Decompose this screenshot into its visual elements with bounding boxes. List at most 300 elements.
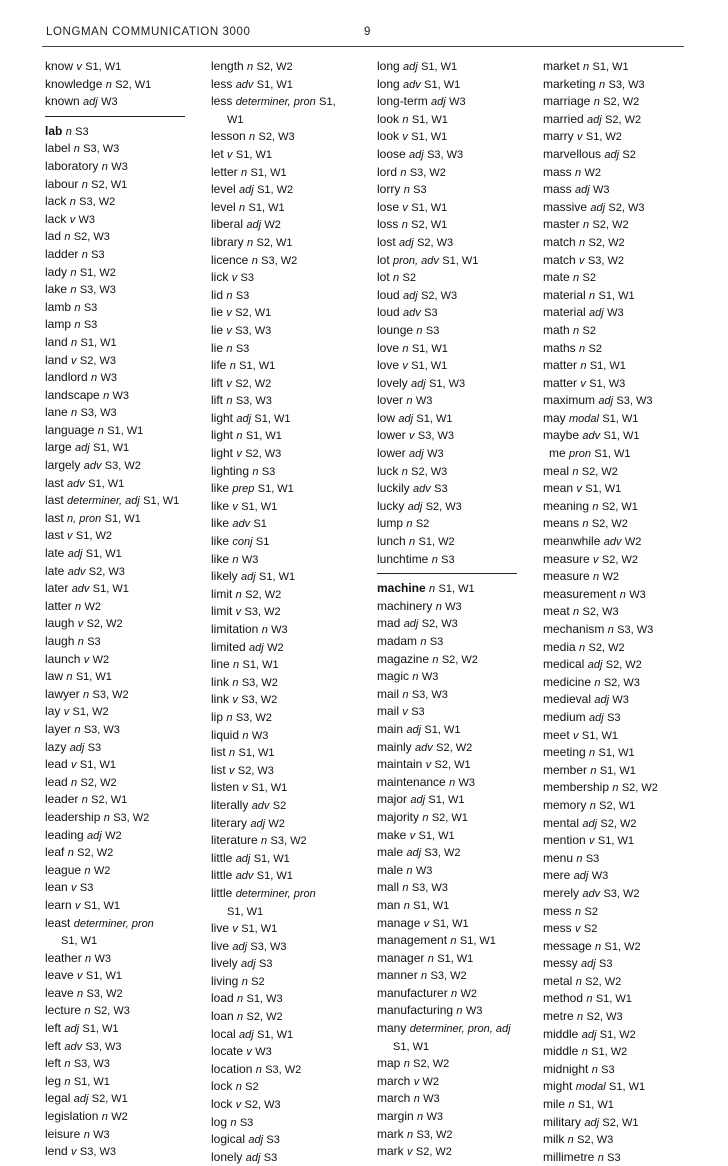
frequency-band: S3, W3 [608, 78, 645, 91]
part-of-speech: adv [67, 565, 86, 578]
word-entry [211, 322, 336, 340]
word-entry [45, 721, 179, 739]
frequency-band: S3, W2 [104, 460, 141, 473]
frequency-band: S3 [79, 882, 94, 895]
frequency-band: S3 [239, 1116, 254, 1129]
headword: likely [211, 569, 238, 584]
word-entry [377, 234, 511, 252]
headword: madam [377, 634, 418, 648]
headword: lamp [45, 317, 72, 332]
part-of-speech: n [449, 776, 456, 789]
headword: land [45, 334, 68, 349]
word-entry [211, 1096, 336, 1114]
headword: marry [543, 129, 574, 144]
part-of-speech: n [590, 764, 597, 777]
part-of-speech: adj [249, 641, 264, 654]
headword: mean [543, 481, 574, 496]
part-of-speech: adj [236, 412, 252, 425]
part-of-speech: n [261, 835, 268, 848]
part-of-speech: adj [575, 184, 590, 197]
header-divider [42, 46, 684, 47]
word-entry [45, 404, 179, 422]
headword: liberal [211, 217, 244, 232]
frequency-band: S1, W1 [603, 430, 640, 443]
word-entry [377, 1055, 511, 1073]
headword: known [45, 94, 80, 109]
headword: magazine [377, 651, 430, 666]
part-of-speech: adv [403, 307, 421, 320]
word-entry [543, 1043, 658, 1061]
headword: love [377, 358, 400, 373]
headword: millimetre [543, 1149, 595, 1164]
word-entry [377, 269, 511, 287]
frequency-band: S1, W2 [257, 184, 294, 197]
frequency-band: S1, W1 [592, 61, 629, 73]
word-entry [377, 1108, 511, 1126]
word-entry [45, 422, 179, 440]
part-of-speech: n [251, 254, 258, 267]
word-entry [45, 457, 179, 475]
part-of-speech: adj [241, 571, 256, 584]
headword: metal [543, 973, 573, 988]
headword: left [45, 1038, 62, 1053]
headword: meet [543, 727, 570, 742]
word-entry [45, 264, 179, 282]
part-of-speech: adj [587, 113, 602, 126]
frequency-band: S2, W2 [80, 776, 117, 789]
headword: lake [45, 282, 68, 297]
part-of-speech: n [242, 729, 249, 742]
part-of-speech: n [81, 248, 88, 261]
frequency-band: S1, W1 [85, 548, 122, 561]
headword: many [377, 1021, 407, 1036]
part-of-speech: adj [431, 96, 446, 109]
part-of-speech: n [75, 600, 82, 613]
headword: letter [211, 164, 238, 179]
frequency-band: S3, W2 [587, 254, 624, 267]
part-of-speech: adj [589, 711, 604, 724]
word-entry [543, 727, 658, 745]
word-entry [543, 357, 658, 375]
part-of-speech: v [63, 706, 70, 719]
headword: lonely [211, 1149, 243, 1164]
headword: medieval [543, 692, 592, 707]
part-of-speech: v [575, 923, 581, 936]
frequency-band: W2 [111, 1111, 128, 1124]
part-of-speech: n [249, 131, 256, 144]
headword: late [45, 563, 65, 578]
frequency-band: S2 [584, 905, 598, 918]
frequency-band: S3 [601, 1063, 615, 1076]
word-entry [45, 686, 179, 704]
part-of-speech: v [425, 759, 432, 772]
headword: literary [211, 815, 248, 830]
part-of-speech: n [64, 1058, 71, 1071]
frequency-band: W2 [460, 987, 478, 1000]
part-of-speech: v [71, 1146, 77, 1159]
frequency-band: S3 [235, 342, 250, 355]
word-entry [211, 199, 336, 217]
word-entry [211, 252, 336, 270]
frequency-band: S2, W1 [235, 307, 272, 320]
frequency-band: S3, W2 [241, 694, 278, 707]
word-entry [543, 480, 658, 498]
word-entry [377, 199, 511, 217]
running-title: LONGMAN COMMUNICATION 3000 [46, 26, 251, 38]
frequency-band: S3, W2 [79, 196, 116, 209]
headword: labour [45, 176, 79, 191]
word-entry [377, 1126, 511, 1144]
frequency-band: S3 [266, 1134, 280, 1147]
part-of-speech: adv [582, 887, 601, 900]
frequency-band: W2 [84, 600, 101, 613]
headword: load [211, 991, 234, 1006]
word-entry [543, 93, 658, 111]
part-of-speech: v [77, 618, 84, 631]
headword: lucky [377, 498, 405, 513]
word-entry [377, 1020, 511, 1038]
part-of-speech: n [241, 166, 248, 179]
part-of-speech: n [235, 588, 242, 601]
frequency-band: S3 [83, 301, 98, 314]
word-entry [377, 111, 511, 129]
frequency-band: W3 [78, 213, 96, 226]
word-entry [543, 269, 658, 287]
part-of-speech: v [83, 653, 90, 666]
headword: lead [45, 774, 68, 789]
headword: manage [377, 915, 421, 930]
frequency-band: S2 [245, 1081, 259, 1094]
word-entry [45, 967, 179, 985]
word-entry [211, 797, 336, 815]
headword: lively [211, 956, 238, 971]
word-entry [211, 287, 336, 305]
part-of-speech: prep [232, 483, 255, 496]
part-of-speech: n [401, 465, 408, 478]
frequency-band: S3, W3 [427, 148, 464, 161]
part-of-speech: v [402, 201, 408, 214]
frequency-band: W3 [421, 671, 439, 684]
word-entry [211, 58, 336, 76]
word-entry [377, 1143, 511, 1161]
word-entry [45, 844, 179, 862]
headword: later [45, 581, 69, 596]
headword: master [543, 217, 580, 232]
frequency-band: S3, W3 [411, 688, 448, 701]
headword: market [543, 59, 580, 73]
part-of-speech: n [226, 711, 233, 724]
part-of-speech: v [402, 706, 408, 719]
word-entry [45, 739, 179, 757]
headword: mention [543, 833, 586, 848]
entry-continuation [377, 1038, 511, 1056]
frequency-band: S2, W3 [577, 1134, 614, 1147]
frequency-band: S1, W1 [602, 412, 639, 425]
part-of-speech: n [451, 987, 458, 1000]
word-entry [211, 304, 336, 322]
frequency-band: W1 [227, 113, 244, 126]
part-of-speech: adj [411, 377, 426, 390]
frequency-band: S1, W1 [437, 952, 474, 965]
word-entry [543, 340, 658, 358]
headword: loud [377, 305, 400, 320]
part-of-speech: adv [83, 460, 102, 473]
headword: limit [211, 604, 233, 619]
headword: local [211, 1026, 236, 1041]
headword: married [543, 111, 584, 126]
part-of-speech: v [580, 377, 586, 390]
part-of-speech: v [71, 882, 77, 895]
headword: mail [377, 704, 400, 719]
headword: log [211, 1114, 228, 1129]
headword: mass [543, 164, 572, 179]
frequency-band: S2, W2 [436, 741, 473, 754]
word-entry [211, 427, 336, 445]
headword: location [211, 1061, 253, 1076]
frequency-band: W3 [612, 694, 629, 707]
part-of-speech: n [573, 324, 580, 337]
part-of-speech: n [103, 811, 110, 824]
part-of-speech: n [65, 125, 72, 138]
headword: mass [543, 182, 572, 197]
part-of-speech: n [229, 360, 236, 373]
frequency-band: W3 [591, 870, 609, 883]
word-entry [45, 527, 179, 545]
headword: living [211, 973, 239, 988]
frequency-band: S1, W1 [107, 424, 144, 437]
headword: lesson [211, 129, 246, 144]
headword: maybe [543, 428, 580, 443]
part-of-speech: v [71, 759, 77, 772]
headword: man [377, 897, 401, 912]
frequency-band: S3 [87, 741, 102, 754]
part-of-speech: v [232, 500, 238, 513]
frequency-band: S3 [261, 465, 276, 478]
headword: messy [543, 956, 578, 971]
headword: match [543, 252, 576, 267]
frequency-band: W3 [255, 1046, 272, 1059]
headword: long-term [377, 94, 428, 109]
frequency-band: S2 [272, 799, 287, 812]
headword: measure [543, 551, 590, 566]
part-of-speech: modal [575, 1081, 606, 1094]
frequency-band: S3, W2 [244, 606, 281, 619]
frequency-band: S1, W1 [257, 483, 294, 496]
word-entry [543, 463, 658, 481]
part-of-speech: n [583, 219, 590, 232]
part-of-speech: n [576, 852, 583, 865]
word-entry [543, 1008, 658, 1026]
word-entry [543, 287, 658, 305]
part-of-speech: n [239, 201, 246, 214]
part-of-speech: pron [569, 448, 592, 461]
frequency-band: S1, W1 [411, 201, 448, 214]
headword: meal [543, 463, 570, 478]
headword: light [211, 410, 234, 425]
headword: middle [543, 1026, 579, 1041]
frequency-band: S2, W2 [77, 847, 114, 860]
word-entry [377, 480, 511, 498]
part-of-speech: v [226, 377, 232, 390]
headword: manufacturer [377, 985, 448, 1000]
word-entry [211, 181, 336, 199]
frequency-band: S3, W2 [603, 887, 640, 900]
word-entry [543, 551, 658, 569]
frequency-band: S2, W1 [601, 500, 638, 513]
frequency-band: S2, W1 [599, 799, 636, 812]
part-of-speech: n [235, 1081, 242, 1094]
frequency-band: S2, W1 [434, 759, 471, 772]
headword: mark [377, 1144, 404, 1159]
headword: leisure [45, 1126, 81, 1141]
frequency-band: S1, W1 [79, 759, 116, 772]
part-of-speech: n [407, 1128, 414, 1141]
headword: lecture [45, 1003, 82, 1018]
part-of-speech: adv [235, 870, 254, 883]
headword: might [543, 1079, 573, 1094]
part-of-speech: n [579, 641, 586, 654]
headword: management [377, 933, 448, 948]
part-of-speech: n, pron [67, 512, 102, 525]
part-of-speech: v [242, 782, 248, 795]
frequency-band: S2, W1 [256, 236, 293, 249]
word-entry [211, 990, 336, 1008]
frequency-band: S2 [582, 324, 596, 337]
word-entry [543, 252, 658, 270]
part-of-speech: v [67, 530, 73, 543]
headword: medicine [543, 674, 592, 689]
word-entry [377, 498, 511, 516]
frequency-band: W3 [465, 1005, 483, 1018]
word-entry [45, 1020, 179, 1038]
frequency-band: S2, W3 [244, 1099, 281, 1112]
part-of-speech: n [575, 905, 582, 918]
headword: lower [377, 446, 406, 461]
word-entry [543, 762, 658, 780]
word-entry [543, 885, 658, 903]
part-of-speech: n [431, 553, 438, 566]
word-entry [377, 791, 511, 809]
headword: me [549, 446, 566, 461]
word-entry [45, 633, 179, 651]
word-entry [211, 1008, 336, 1026]
part-of-speech: n [401, 219, 408, 232]
part-of-speech: adj [246, 219, 262, 232]
word-entry [377, 427, 511, 445]
headword: mate [543, 270, 570, 285]
part-of-speech: n [84, 864, 91, 877]
word-entry [45, 123, 179, 141]
word-entry [377, 515, 511, 533]
frequency-band: S3 [425, 324, 440, 337]
frequency-band: S1, W1 [595, 993, 632, 1006]
part-of-speech: adj [409, 448, 424, 461]
headword: ladder [45, 246, 79, 261]
headword: live [211, 938, 230, 953]
frequency-band: S2, W2 [246, 1011, 283, 1024]
word-entry [211, 533, 336, 551]
part-of-speech: n [579, 236, 586, 249]
part-of-speech: n [71, 336, 78, 349]
part-of-speech: v [579, 254, 585, 267]
frequency-band: S1, W1 [245, 430, 282, 443]
frequency-band: W2 [602, 571, 619, 584]
frequency-band: W3 [415, 864, 433, 877]
word-entry [377, 357, 511, 375]
part-of-speech: n [67, 847, 74, 860]
frequency-band: S3, W3 [617, 624, 654, 636]
part-of-speech: n [417, 1111, 424, 1124]
word-column-1 [45, 58, 179, 1161]
part-of-speech: adv [71, 583, 90, 596]
headword: lady [45, 264, 68, 279]
part-of-speech: n [69, 196, 76, 209]
headword: membership [543, 780, 610, 795]
word-entry [377, 445, 511, 463]
word-entry [45, 281, 179, 299]
part-of-speech: adj [406, 723, 422, 736]
part-of-speech: v [77, 970, 83, 983]
word-entry [543, 234, 658, 252]
word-entry [543, 938, 658, 956]
frequency-band: W2 [92, 653, 110, 666]
frequency-band: S3, W3 [417, 430, 454, 443]
part-of-speech: adj [87, 829, 102, 842]
headword: less [211, 76, 233, 91]
word-entry [543, 867, 658, 885]
part-of-speech: v [69, 213, 76, 226]
word-entry [543, 586, 658, 604]
part-of-speech: v [235, 606, 242, 619]
headword: mark [377, 1126, 404, 1141]
headword: like [211, 551, 230, 566]
frequency-band: S1, W1 [421, 61, 458, 73]
frequency-band: S2, W3 [417, 236, 454, 249]
headword: lab [45, 123, 63, 138]
part-of-speech: adj [239, 184, 254, 197]
frequency-band: S2, W2 [256, 61, 293, 73]
frequency-band: S3, W2 [424, 847, 461, 860]
frequency-band: S1, W3 [429, 377, 466, 390]
frequency-band: S3 [429, 636, 444, 648]
frequency-band: S1, W1 [227, 905, 264, 918]
frequency-band: S2, W2 [621, 782, 658, 795]
frequency-band: S3, W3 [79, 1146, 116, 1159]
frequency-band: S2, W3 [237, 764, 274, 777]
word-entry [211, 1078, 336, 1096]
part-of-speech: n [237, 993, 244, 1006]
part-of-speech: n [247, 236, 254, 249]
page-header [46, 22, 686, 42]
frequency-band: S3 [91, 248, 105, 261]
part-of-speech: adj [587, 659, 603, 672]
frequency-band: S1, W1 [239, 360, 276, 373]
headword: last [45, 510, 64, 525]
word-entry [211, 498, 336, 516]
headword: meeting [543, 745, 586, 760]
word-entry [211, 357, 336, 375]
frequency-band: S2, W2 [585, 975, 622, 988]
headword: love [377, 340, 400, 355]
frequency-band: S1, W1 [259, 571, 296, 584]
frequency-band: S2, W2 [605, 659, 642, 672]
part-of-speech: v [226, 307, 232, 320]
part-of-speech: adj [403, 618, 419, 631]
frequency-band: S1, W1 [393, 1040, 430, 1053]
part-of-speech: v [76, 61, 82, 73]
word-entry [45, 158, 179, 176]
word-entry [211, 234, 336, 252]
